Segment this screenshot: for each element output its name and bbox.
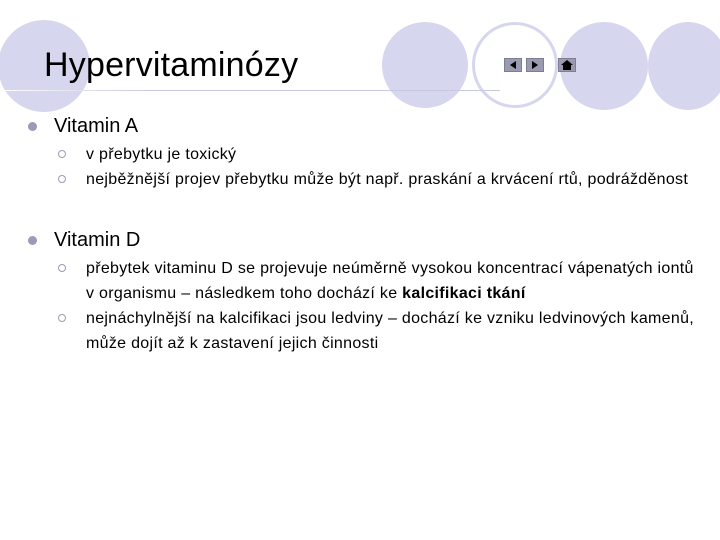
- title-underline: [0, 90, 500, 91]
- emphasized-text: kalcifikaci tkání: [402, 285, 526, 302]
- list-item: [28, 167, 700, 192]
- list-item: [28, 142, 700, 167]
- section-heading-text: Vitamin D: [54, 229, 141, 251]
- right-arrow-icon: [530, 60, 540, 70]
- ring-bullet-icon: [58, 175, 66, 183]
- ring-bullet-icon: [58, 150, 66, 158]
- ring-bullet-icon: [58, 264, 66, 272]
- decor-circle-4: [648, 22, 720, 110]
- decor-circle-2: [382, 22, 468, 108]
- prev-slide-button[interactable]: [504, 58, 522, 72]
- slide-navigation: [504, 58, 576, 72]
- list-item: [28, 306, 700, 356]
- sub-list: [28, 256, 700, 356]
- home-button[interactable]: [558, 58, 576, 72]
- slide-content: [28, 112, 700, 356]
- bullet-icon: [28, 236, 37, 245]
- list-item-text: nejběžnější projev přebytku může být např. praskání a krvácení rtů, podrážděnost: [86, 171, 689, 188]
- section-heading: [28, 112, 700, 140]
- list-item-text: přebytek vitaminu D se projevuje neúměrně vysokou koncentrací vápenatých iontů v organismu – následkem toho dochází ke: [86, 260, 694, 302]
- bullet-icon: [28, 122, 37, 131]
- next-slide-button[interactable]: [526, 58, 544, 72]
- section-heading: [28, 226, 700, 254]
- sub-list: [28, 142, 700, 192]
- slide-title: Hypervitaminózy: [44, 46, 299, 84]
- ring-bullet-icon: [58, 314, 66, 322]
- section-heading-text: Vitamin A: [54, 115, 139, 137]
- list-item-text: v přebytku je toxický: [86, 146, 237, 163]
- home-icon: [561, 60, 573, 70]
- left-arrow-icon: [508, 60, 518, 70]
- list-item-text: nejnáchylnější na kalcifikaci jsou ledviny – dochází ke vzniku ledvinových kamenů, může dojít až k zastavení jejich činnosti: [86, 310, 695, 352]
- list-item: [28, 256, 700, 306]
